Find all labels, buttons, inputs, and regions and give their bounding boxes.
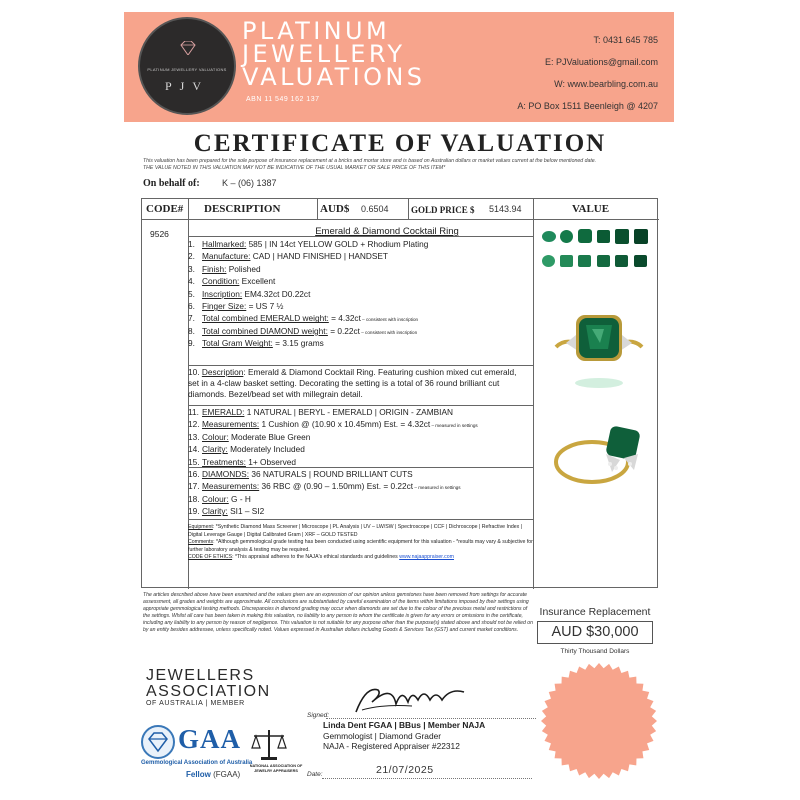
ring-top-view-image [554,299,644,389]
emerald-shape-chart [540,227,652,277]
item-number: 10. [188,367,200,377]
spec-row [188,419,478,431]
row-divider [188,519,533,520]
spec-number: 2. [188,251,195,262]
spec-label: Clarity: [202,506,228,517]
brand-name [242,17,426,91]
spec-note: – measured in settings [430,423,478,429]
spec-number: 7. [188,313,195,324]
item-title: Emerald & Diamond Cocktail Ring [315,226,459,237]
spec-number: 18. [188,493,200,504]
spec-label: Colour: [202,431,229,442]
gaa-emblem-icon [141,725,175,759]
row-divider [188,405,533,406]
spec-label: Clarity: [202,444,228,455]
spec-number: 6. [188,301,195,312]
spec-row [188,494,461,506]
spec-row [188,444,478,456]
ja-line: JEWELLERS [146,667,255,684]
date-label: Date: [307,771,323,778]
spec-value: CAD | HAND FINISHED | HANDSET [250,251,388,262]
insurance-value-words: Thirty Thousand Dollars [560,648,630,655]
spec-label: Condition: [202,276,240,287]
spec-label: Manufacture: [202,251,251,262]
spec-row [188,506,461,518]
header-banner [124,12,674,122]
spec-value: Moderate Blue Green [228,431,311,442]
company-seal [538,660,660,782]
spec-label: Hallmarked: [202,239,247,249]
logo-initials: PJV [164,79,209,93]
item-text: : Emerald & Diamond Cocktail Ring. Featuring cushion mixed cut emerald, set in a 4-claw basket setting. Decorating the setting is a total of 36 round brilliant cut diamonds. Bezel/bead set with millegrain detail. [188,367,517,399]
column-divider [317,199,318,219]
gaa-full-name: Gemmological Association of Australia [141,760,253,766]
ethics-note [188,554,534,562]
abn-number: ABN 11 549 162 137 [246,96,320,103]
signer-registration: NAJA - Registered Appraiser #22312 [323,741,460,751]
spec-number: 15. [188,456,200,467]
certificate-title: CERTIFICATE OF VALUATION [193,130,607,157]
signed-label: Signed: [307,712,330,719]
spec-note: – measured in settings [413,485,461,491]
ethics-text: : *This appraisal adheres to the NAJA's ethical standards and guidelines [232,554,400,561]
spec-row [188,326,428,338]
spec-value: Polished [226,263,261,274]
pjv-logo [138,17,236,115]
spec-value: 1+ Observed [245,456,297,467]
header-gold-value: 5143.94 [489,204,522,214]
contact-email[interactable]: E: PJValuations@gmail.com [544,57,658,67]
signer-name: Linda Dent FGAA | BBus | Member NAJA [323,720,486,730]
spec-row [188,289,428,301]
scales-icon [250,728,288,762]
spec-number: 11. [188,407,199,417]
spec-number: 5. [188,288,195,299]
spec-number: 16. [188,469,200,479]
behalf-value: K – (06) 1387 [222,178,277,188]
brand-line: VALUATIONS [242,63,426,91]
spec-label: Finish: [202,263,227,274]
spec-number: 19. [188,506,200,517]
brand-line: PLATINUM [242,17,391,45]
spec-row [188,469,461,481]
disclaimer-line-2: THE VALUE NOTED IN THIS VALUATION MAY NOT BE INDICATIVE OF THE USUAL MARKET OR SALE PRICE OF THIS ITEM* [143,165,446,171]
spec-number: 12. [188,419,200,430]
spec-row [188,481,461,493]
item-label: Description [201,367,244,377]
spec-number: 4. [188,276,195,287]
naja-link[interactable]: www.najaappraiser.com [399,554,454,561]
spec-value: 36 RBC @ (0.90 – 1.50mm) Est. = 0.22ct [259,481,414,492]
spec-value: Moderately Included [227,444,305,455]
signer-details [323,720,485,752]
fellow-label: Fellow [186,770,211,779]
header-value: VALUE [572,203,610,215]
diamond-specs [188,469,461,519]
spec-value: = US 7 ½ [246,301,284,312]
spec-value: G - H [228,493,251,504]
contact-address: A: PO Box 1511 Beenleigh @ 4207 [517,101,658,111]
spec-number: 9. [188,338,195,349]
date-value: 21/07/2025 [376,764,434,776]
header-aud-value: 0.6504 [361,204,389,214]
spec-row [188,251,428,263]
signer-title: Gemmologist | Diamond Grader [323,730,442,741]
header-code: CODE# [146,203,184,215]
spec-label: Measurements: [202,419,260,430]
spec-row [188,338,428,350]
signature-image [352,680,470,718]
equipment-note [188,524,534,539]
ring-side-view-image [550,414,650,494]
spec-number: 13. [188,431,200,442]
spec-value: 1 Cushion @ (10.90 x 10.45mm) Est. = 4.32ct [259,419,431,430]
brand-line: JEWELLERY [242,40,406,68]
header-gold-label: GOLD PRICE $ [411,205,475,215]
spec-row [188,313,428,325]
spec-note: – consistent with inscription [359,329,418,335]
ethics-label: CODE OF ETHICS [188,554,233,561]
spec-row [188,301,428,313]
date-line [322,778,532,779]
fellow-suffix: (FGAA) [210,770,241,779]
ja-line: ASSOCIATION [146,683,271,700]
spec-value: SI1 – SI2 [227,506,265,517]
item-code: 9526 [150,229,169,239]
comments-note [188,539,534,554]
emerald-specs [188,407,478,469]
naja-logo-text: NATIONAL ASSOCIATION OF JEWELRY APPRAISERS [249,764,303,773]
gaa-logo-text: GAA [178,724,241,754]
spec-label: EMERALD: [202,407,245,417]
header-description: DESCRIPTION [204,203,281,215]
gaa-fellow [186,770,240,779]
disclaimer [143,158,663,172]
item-specs [188,239,428,351]
jewellers-association-logo [146,668,271,707]
spec-value: = 3.15 grams [272,338,324,349]
legal-disclaimer: The articles described above have been examined and the values given are an expression of our opinion unless gemstones have been removed from settings for accurate assessment, all grades and weights are approximate. All conclusions are substantiated by careful examination of the items within limitations imposed by their settings using appropriate gemmological testing methods. Discrepancies in diamond grading may occur when diamonds are set due to the colour of the precious metal and restrictions of the settings. Whilst all care has been taken in making this valuation, no liability to any person to whom the certificate is given for any errors or omissions in the certificate, including any liability to any person by reason of negligence. This valuation is not suitable for any purpose other than the purpose(s) stated above and should not be relied on by an entity besides addressee, unless specifically noted. Values expressed in Australian dollars including Goods & Services Tax (GST) and current market conditions. [143,592,533,634]
spec-row [188,239,428,251]
spec-label: DIAMONDS: [202,469,250,479]
spec-value: = 4.32ct [328,313,361,324]
spec-number: 14. [188,444,200,455]
spec-value: 1 NATURAL | BERYL - EMERALD | ORIGIN - ZAMBIAN [244,407,453,417]
spec-note: – consistent with inscription [360,317,419,323]
spec-label: Inscription: [202,288,243,299]
valuation-table [141,198,658,588]
spec-value: Excellent [239,276,276,287]
spec-label: Total Gram Weight: [202,338,273,349]
row-divider [188,365,533,366]
spec-label: Treatments: [202,456,246,467]
logo-ring-text: PLATINUM JEWELLERY VALUATIONS [147,67,227,72]
spec-row [188,432,478,444]
item-description [188,367,528,400]
comments-text: : *Although gemmological grade testing has been conducted using scientific equipment for this valuation - *results may vary & subjective for further laboratory analysis & testing may be required. [188,539,533,553]
spec-number: 8. [188,325,195,336]
spec-number: 3. [188,263,195,274]
comments-label: Comments [188,539,214,546]
spec-row [188,407,478,419]
header-aud-label: AUD$ [320,203,350,215]
insurance-label: Insurance Replacement [539,606,651,618]
contact-phone: T: 0431 645 785 [593,35,658,45]
spec-label: Total combined DIAMOND weight: [202,325,328,336]
spec-number: 1. [188,239,195,249]
testing-notes [188,524,534,562]
diamond-icon [179,41,197,55]
spec-value: 585 | IN 14ct YELLOW GOLD + Rhodium Plating [246,239,429,249]
spec-label: Finger Size: [202,301,247,312]
contact-website[interactable]: W: www.bearbling.com.au [554,79,658,89]
ja-line: OF AUSTRALIA | MEMBER [146,700,245,707]
spec-label: Colour: [202,493,229,504]
spec-row [188,264,428,276]
signature-line [326,718,536,719]
gem-icon [143,727,173,757]
equipment-label: Equipment [188,524,213,530]
spec-label: Total combined EMERALD weight: [202,313,329,324]
spec-value: EM4.32ct D0.22ct [242,288,311,299]
column-divider [408,199,409,219]
spec-value: = 0.22ct [327,325,360,336]
disclaimer-line-1: This valuation has been prepared for the sole purpose of insurance replacement at a bricks and mortar store and is based on Australian dollars or market values current at the below mentioned date. [143,158,597,164]
header-divider [142,219,659,220]
behalf-label: On behalf of: [143,178,200,189]
spec-row [188,276,428,288]
spec-row [188,457,478,469]
spec-label: Measurements: [202,481,260,492]
equipment-text: : *Synthetic Diamond Mass Screener | Microscope | PL Analysis | UV – LW/SW | Spectroscope | CCF | Dichroscope | Refractive Index | Digital Leverage Gauge | Digital Calibrated Gram | XRF – GOLD TESTED [188,524,522,538]
insurance-value: AUD $30,000 [537,621,653,644]
spec-value: 36 NATURALS | ROUND BRILLIANT CUTS [249,469,413,479]
spec-number: 17. [188,481,200,492]
